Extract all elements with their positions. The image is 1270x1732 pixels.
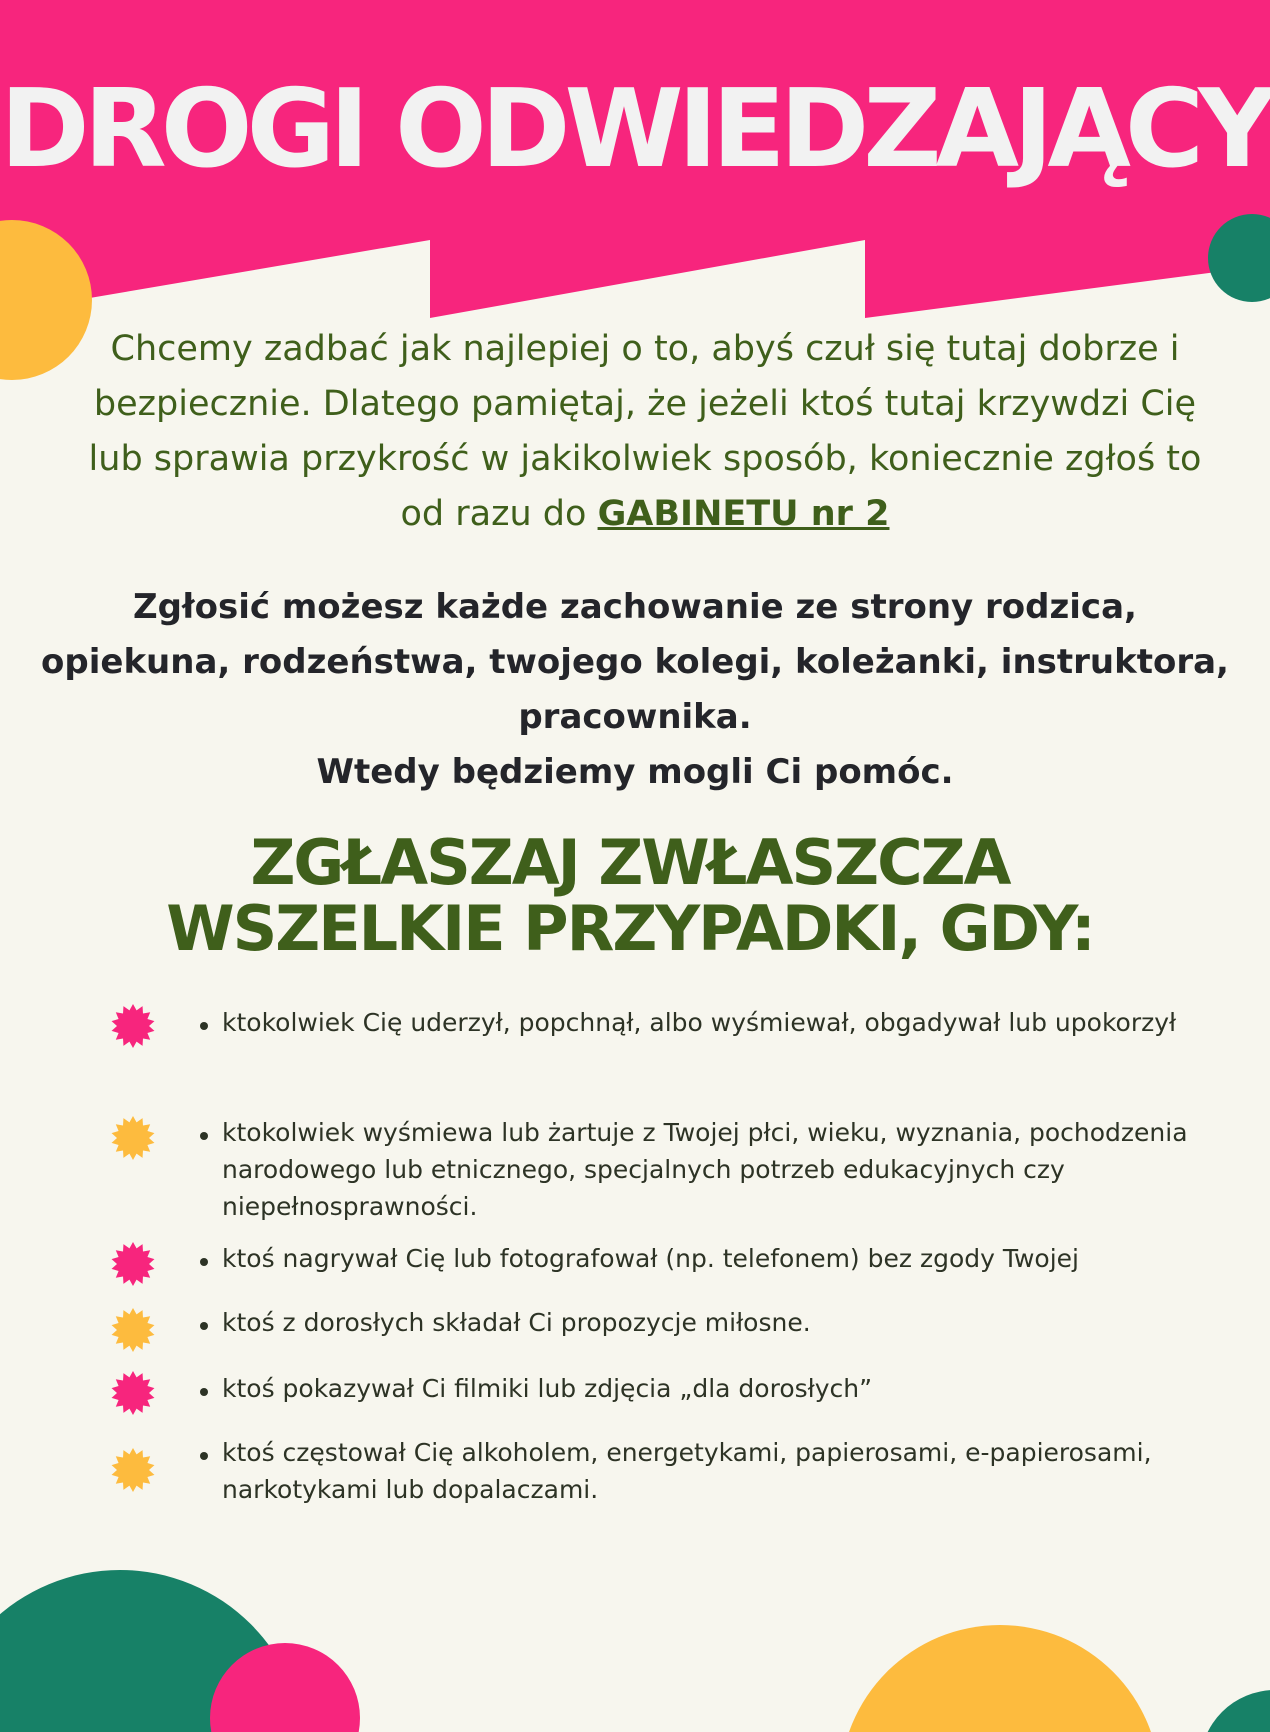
bullet-icon [200,1388,208,1396]
list-item-text: ktoś nagrywał Cię lub fotografował (np. telefonem) bez zgody Twojej [222,1244,1079,1273]
report-line-2: Wtedy będziemy mogli Ci pomóc. [316,752,954,792]
headline-line-2: WSZELKIE PRZYPADKI, GDY: [166,892,1094,965]
bullet-icon [200,1452,208,1460]
list-item-text: ktokolwiek Cię uderzył, popchnął, albo wyśmiewał, obgadywał lub upokorzył [222,1008,1177,1037]
headline-line-1: ZGŁASZAJ ZWŁASZCZA [250,826,1010,899]
page-title: DROGI ODWIEDZAJĄCY [0,67,1270,192]
bullet-icon [200,1132,208,1140]
list-item-text: ktokolwiek wyśmiewa lub żartuje z Twojej płci, wieku, wyznania, pochodzenia narodowego lub etnicznego, specjalnych potrzeb edukacyjnych czy niepełnosprawności. [222,1118,1188,1221]
pink-starburst-icon [110,1241,156,1287]
pink-starburst-icon [110,1370,156,1416]
bullet-icon [200,1022,208,1030]
yellow-starburst-icon [110,1447,156,1493]
bullet-icon [200,1258,208,1266]
list-item-text: ktoś pokazywał Ci filmiki lub zdjęcia „dla dorosłych” [222,1374,873,1403]
bullet-icon [200,1322,208,1330]
pink-starburst-icon [110,1003,156,1049]
report-line-1: Zgłosić możesz każde zachowanie ze strony rodzica, opiekuna, rodzeństwa, twojego kolegi, koleżanki, instruktora, pracownika. [41,587,1229,737]
list-item-text: ktoś z dorosłych składał Ci propozycje miłosne. [222,1308,811,1337]
intro-text: Chcemy zadbać jak najlepiej o to, abyś czuł się tutaj dobrze i bezpiecznie. Dlatego pamiętaj, że jeżeli ktoś tutaj krzywdzi Cię lub sprawia przykrość w jakikolwiek sposób, koniecznie zgłoś to od razu do [88,329,1202,534]
list-item-text: ktoś częstował Cię alkoholem, energetykami, papierosami, e-papierosami, narkotykami lub dopalaczami. [222,1438,1152,1504]
yellow-starburst-icon [110,1115,156,1161]
office-link[interactable]: GABINETU nr 2 [597,494,890,534]
yellow-starburst-icon [110,1307,156,1353]
